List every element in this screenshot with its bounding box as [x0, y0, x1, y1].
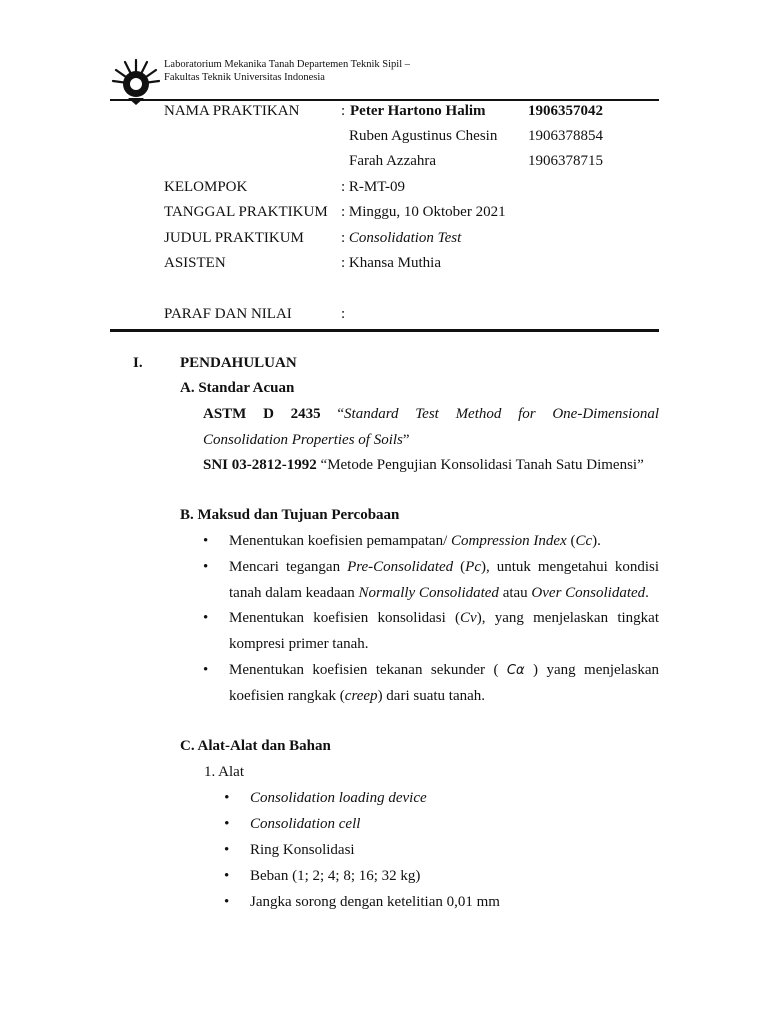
- list-item-cont: [229, 583, 649, 603]
- sni-reference: SNI 03-2812-1992 “Metode Pengujian Konsolidasi Tanah Satu Dimensi”: [203, 457, 644, 473]
- list-item: [229, 660, 659, 681]
- colon: :: [341, 306, 346, 322]
- judul-value: [341, 228, 461, 248]
- asisten-label: ASISTEN: [164, 255, 226, 271]
- text: .: [645, 585, 649, 601]
- subsection-c-title: C. Alat-Alat dan Bahan: [180, 738, 331, 754]
- astm-reference: ASTM D 2435 “Standard Test Method for One-Dimensional: [203, 406, 659, 422]
- list-item: • Jangka sorong dengan ketelitian 0,01 mm: [250, 892, 500, 912]
- astm-reference-cont: Consolidation Properties of Soils”: [203, 432, 410, 448]
- text-term: Normally Consolidated: [358, 585, 499, 601]
- text: atau: [498, 585, 532, 601]
- list-item: • Beban (1; 2; 4; 8; 16; 32 kg): [250, 866, 420, 886]
- asisten-text: Khansa Muthia: [348, 255, 441, 271]
- text-term: Over Consolidated: [531, 585, 646, 601]
- symbol: Cv: [460, 610, 477, 626]
- sub-list-title: 1. Alat: [204, 764, 244, 780]
- sni-code: SNI 03-2812-1992: [203, 457, 317, 473]
- kelompok-text: R-MT-09: [348, 179, 406, 195]
- section-title: PENDAHULUAN: [180, 355, 297, 371]
- list-item: [229, 608, 659, 628]
- member-name: Peter Hartono Halim: [350, 103, 486, 119]
- section-number: I.: [133, 355, 143, 371]
- colon: :: [341, 230, 346, 246]
- member-npm: 1906378854: [528, 128, 603, 144]
- text-term: Pre-Consolidated: [347, 559, 454, 575]
- colon: :: [341, 204, 346, 220]
- sni-title: Metode Pengujian Konsolidasi Tanah Satu Dimensi: [327, 457, 638, 473]
- list-item-cont: [229, 686, 485, 706]
- nama-label: NAMA PRAKTIKAN: [164, 103, 300, 119]
- text: Mencari tegangan: [229, 559, 348, 575]
- list-item-cont: kompresi primer tanah.: [229, 636, 369, 652]
- text: Menentukan koefisien tekanan sekunder (: [229, 662, 507, 678]
- text: Menentukan koefisien konsolidasi (: [229, 610, 461, 626]
- astm-title-cont: Consolidation Properties of Soils: [203, 432, 403, 448]
- text: ) yang menjelaskan: [524, 662, 660, 678]
- member-npm: 1906357042: [528, 103, 603, 119]
- text: (: [566, 533, 576, 549]
- list-item: • Consolidation cell: [250, 814, 360, 834]
- symbol: Cα: [506, 663, 525, 678]
- header-lab-name: Laboratorium Mekanika Tanah Departemen Teknik Sipil –: [164, 59, 410, 70]
- subsection-a-title: A. Standar Acuan: [180, 380, 295, 396]
- colon: :: [341, 179, 346, 195]
- text: (: [453, 559, 466, 575]
- text-term: Compression Index: [451, 533, 567, 549]
- tanggal-value: [341, 202, 506, 222]
- member-name: Ruben Agustinus Chesin: [349, 128, 498, 144]
- astm-code: ASTM D 2435: [203, 406, 321, 422]
- list-item: • Ring Konsolidasi: [250, 840, 355, 860]
- list-item: [229, 557, 659, 577]
- judul-text: Consolidation Test: [348, 230, 462, 246]
- member-npm: 1906378715: [528, 153, 603, 169]
- paraf-label: PARAF DAN NILAI: [164, 306, 292, 322]
- symbol: Pc: [465, 559, 481, 575]
- tanggal-label: TANGGAL PRAKTIKUM: [164, 204, 328, 220]
- text: ), untuk mengetahui kondisi: [481, 559, 659, 575]
- kelompok-label: KELOMPOK: [164, 179, 248, 195]
- text: koefisien rangkak (: [229, 688, 345, 704]
- judul-label: JUDUL PRAKTIKUM: [164, 230, 304, 246]
- text: ) dari suatu tanah.: [377, 688, 486, 704]
- tanggal-text: Minggu, 10 Oktober 2021: [348, 204, 506, 220]
- text: ), yang menjelaskan tingkat: [476, 610, 659, 626]
- info-rule: [110, 329, 659, 332]
- asisten-value: [341, 253, 441, 273]
- symbol: Cc: [575, 533, 593, 549]
- member-name: Farah Azzahra: [349, 153, 437, 169]
- list-item: [229, 531, 659, 551]
- text: ).: [592, 533, 601, 549]
- kelompok-value: [341, 177, 405, 197]
- text: tanah dalam keadaan: [229, 585, 359, 601]
- colon: :: [341, 103, 346, 119]
- list-item: • Consolidation loading device: [250, 788, 427, 808]
- colon: :: [341, 255, 346, 271]
- text: Menentukan koefisien pemampatan/: [229, 533, 452, 549]
- astm-title: Standard Test Method for One-Dimensional: [344, 406, 659, 422]
- text-term: creep: [344, 688, 378, 704]
- header-faculty: Fakultas Teknik Universitas Indonesia: [164, 72, 325, 83]
- subsection-b-title: B. Maksud dan Tujuan Percobaan: [180, 507, 400, 523]
